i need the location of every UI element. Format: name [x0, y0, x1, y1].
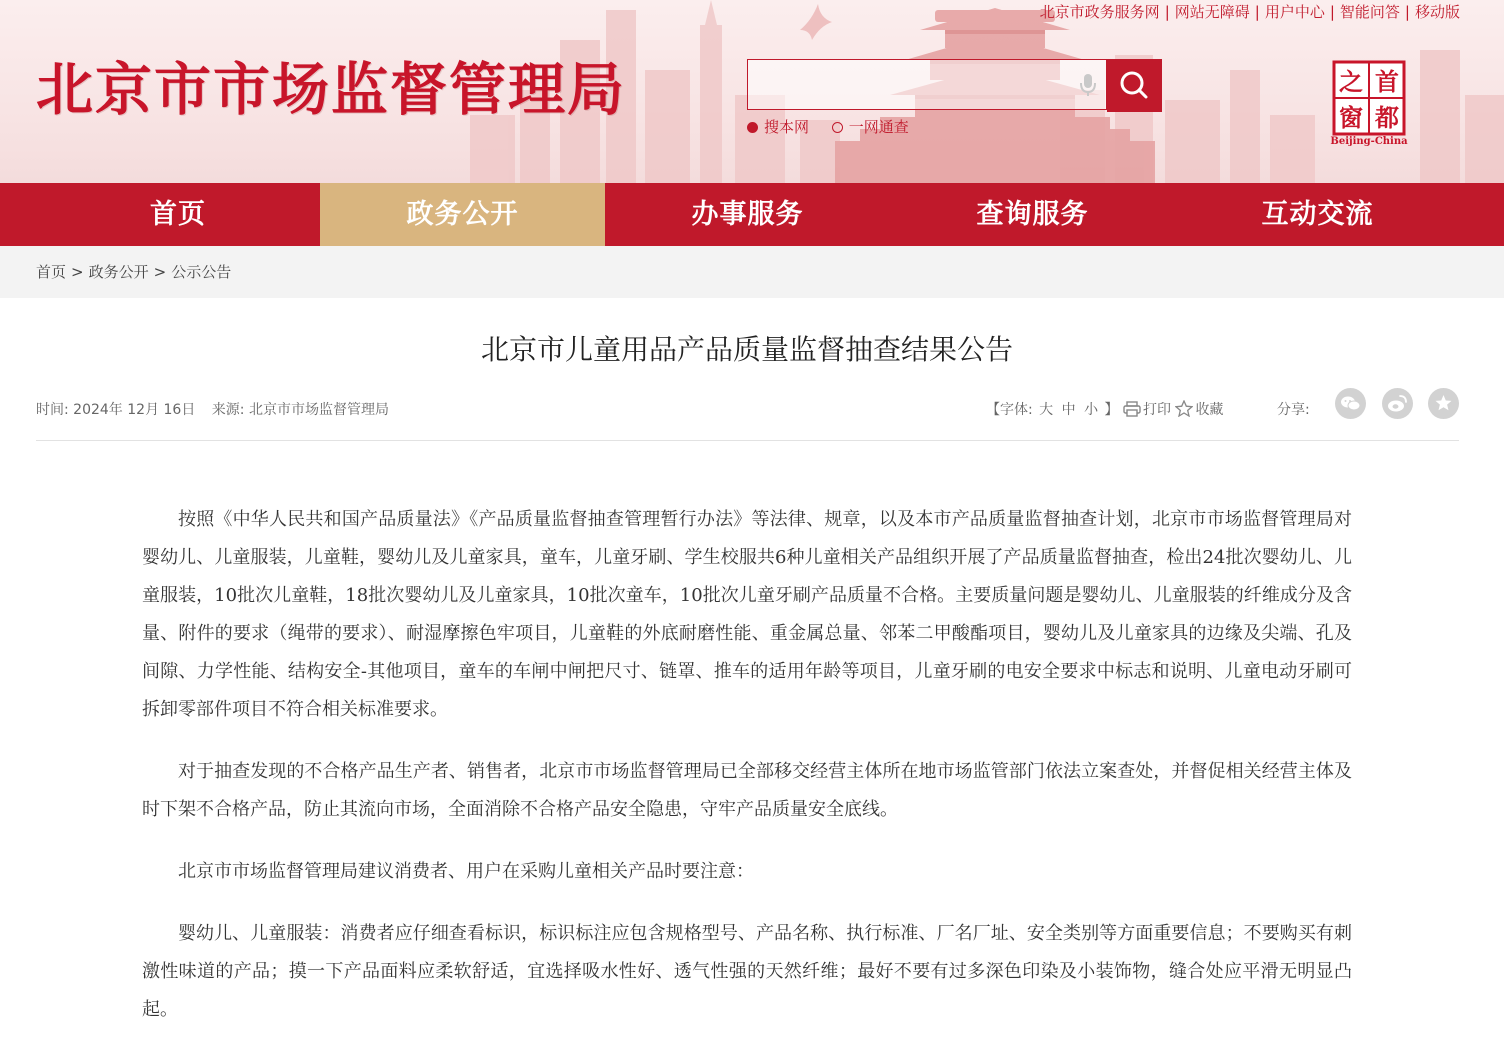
share-label: 分享:	[1277, 402, 1310, 418]
main-nav	[0, 183, 1504, 246]
search-box	[747, 59, 1107, 110]
microphone-icon[interactable]	[1080, 73, 1096, 101]
svg-text:都: 都	[1375, 104, 1399, 132]
link-user-center[interactable]: 用户中心	[1264, 3, 1325, 21]
publish-date: 2024年 12月 16日	[73, 402, 196, 418]
weibo-icon	[1382, 388, 1413, 419]
breadcrumb-announcements[interactable]: 公示公告	[171, 263, 232, 281]
article-title: 北京市儿童用品产品质量监督抽查结果公告	[480, 333, 1013, 366]
font-size-small[interactable]: 小	[1084, 402, 1099, 418]
breadcrumb-separator: >	[71, 263, 84, 281]
font-size-medium[interactable]: 中	[1061, 402, 1076, 418]
search-icon	[1107, 59, 1162, 112]
time-label: 时间:	[36, 402, 69, 418]
article-paragraph: 北京市市场监督管理局建议消费者、用户在采购儿童相关产品时要注意：	[178, 861, 754, 882]
star-outline-icon	[1175, 400, 1193, 417]
share-favorite-button[interactable]	[1428, 388, 1459, 419]
wechat-icon	[1335, 388, 1366, 419]
nav-item-query[interactable]: 查询服务	[976, 199, 1089, 230]
source-value: 北京市市场监督管理局	[248, 402, 389, 418]
top-links-bar	[1040, 1, 1460, 22]
scope-unified-search[interactable]	[832, 118, 909, 136]
link-smart-qa[interactable]: 智能问答	[1339, 3, 1400, 21]
article-body	[142, 501, 1352, 1053]
breadcrumb-home[interactable]: 首页	[36, 263, 67, 281]
article-meta	[36, 399, 389, 419]
printer-icon	[1123, 401, 1141, 417]
radio-unselected-icon	[832, 122, 843, 133]
article-paragraph: 对于抽查发现的不合格产品生产者、销售者，北京市市场监督管理局已全部移交经营主体所在地市场监管部门依法立案查处，并督促相关经营主体及时下架不合格产品，防止其流向市场，全面消除不合格产品安全隐患，守牢产品质量安全底线。	[142, 761, 1352, 820]
scope-label: 一网通查	[848, 118, 909, 136]
font-size-prefix: 【字体:	[986, 402, 1033, 418]
capital-window-logo[interactable]	[1328, 60, 1410, 146]
search-input[interactable]	[748, 60, 1088, 109]
svg-text:Beijing-China: Beijing-China	[1330, 136, 1408, 146]
scope-this-site[interactable]	[747, 118, 809, 136]
divider	[36, 440, 1459, 441]
link-accessibility[interactable]: 网站无障碍	[1174, 3, 1250, 21]
radio-selected-icon	[747, 122, 758, 133]
breadcrumb-separator: >	[153, 263, 167, 281]
separator: |	[1329, 3, 1335, 21]
svg-text:窗: 窗	[1339, 104, 1363, 132]
favorite-label: 收藏	[1195, 402, 1224, 418]
link-gov-service[interactable]: 北京市政务服务网	[1039, 3, 1160, 21]
nav-item-interaction[interactable]: 互动交流	[1261, 199, 1374, 230]
nav-item-government-affairs[interactable]: 政务公开	[320, 183, 605, 246]
article-paragraph: 婴幼儿、儿童服装：消费者应仔细查看标识，标识标注应包含规格型号、产品名称、执行标准、厂名厂址、安全类别等方面重要信息；不要购买有刺激性味道的产品；摸一下产品面料应柔软舒适，宜选择吸水性好、透气性强的天然纤维；最好不要有过多深色印染及小装饰物，缝合处应平滑无明显凸起。	[142, 923, 1352, 1020]
nav-item-home[interactable]: 首页	[150, 199, 206, 230]
print-label: 打印	[1142, 402, 1171, 418]
svg-text:首: 首	[1375, 68, 1399, 96]
star-icon	[1428, 388, 1459, 419]
share-wechat-button[interactable]	[1335, 388, 1366, 419]
breadcrumb	[0, 246, 1504, 298]
separator: |	[1254, 3, 1260, 21]
source-label: 来源:	[211, 402, 245, 418]
font-size-large[interactable]: 大	[1039, 402, 1054, 418]
site-header	[0, 0, 1504, 183]
print-button[interactable]	[1123, 402, 1175, 418]
scope-label: 搜本网	[764, 118, 810, 136]
separator: |	[1164, 3, 1170, 21]
link-mobile-version[interactable]: 移动版	[1414, 3, 1460, 21]
separator: |	[1404, 3, 1410, 21]
article-tools	[986, 399, 1223, 419]
site-title[interactable]: 北京市市场监督管理局	[36, 57, 626, 123]
article-paragraph: 按照《中华人民共和国产品质量法》《产品质量监督抽查管理暂行办法》等法律、规章，以及本市产品质量监督抽查计划，北京市市场监督管理局对婴幼儿、儿童服装，儿童鞋，婴幼儿及儿童家具，童车，儿童牙刷、学生校服共6种儿童相关产品组织开展了产品质量监督抽查，检出24批次婴幼儿、儿童服装，10批次儿童鞋，18批次婴幼儿及儿童家具，10批次童车，10批次儿童牙刷产品质量不合格。主要质量问题是婴幼儿、儿童服装的纤维成分及含量、附件的要求（绳带的要求）、耐湿摩擦色牢项目，儿童鞋的外底耐磨性能、重金属总量、邻苯二甲酸酯项目，婴幼儿及儿童家具的边缘及尖端、孔及间隙、力学性能、结构安全-其他项目，童车的车闸中闸把尺寸、链罩、推车的适用年龄等项目，儿童牙刷的电安全要求中标志和说明、儿童电动牙刷可拆卸零部件项目不符合相关标准要求。	[142, 509, 1352, 720]
search-button[interactable]	[1107, 59, 1162, 112]
search-scope-options	[747, 116, 927, 137]
nav-item-services[interactable]: 办事服务	[691, 199, 804, 230]
favorite-button[interactable]	[1175, 402, 1223, 418]
svg-text:之: 之	[1339, 68, 1363, 96]
breadcrumb-government-affairs[interactable]: 政务公开	[88, 263, 149, 281]
font-size-suffix: 】	[1104, 402, 1119, 418]
share-weibo-button[interactable]	[1382, 388, 1413, 419]
